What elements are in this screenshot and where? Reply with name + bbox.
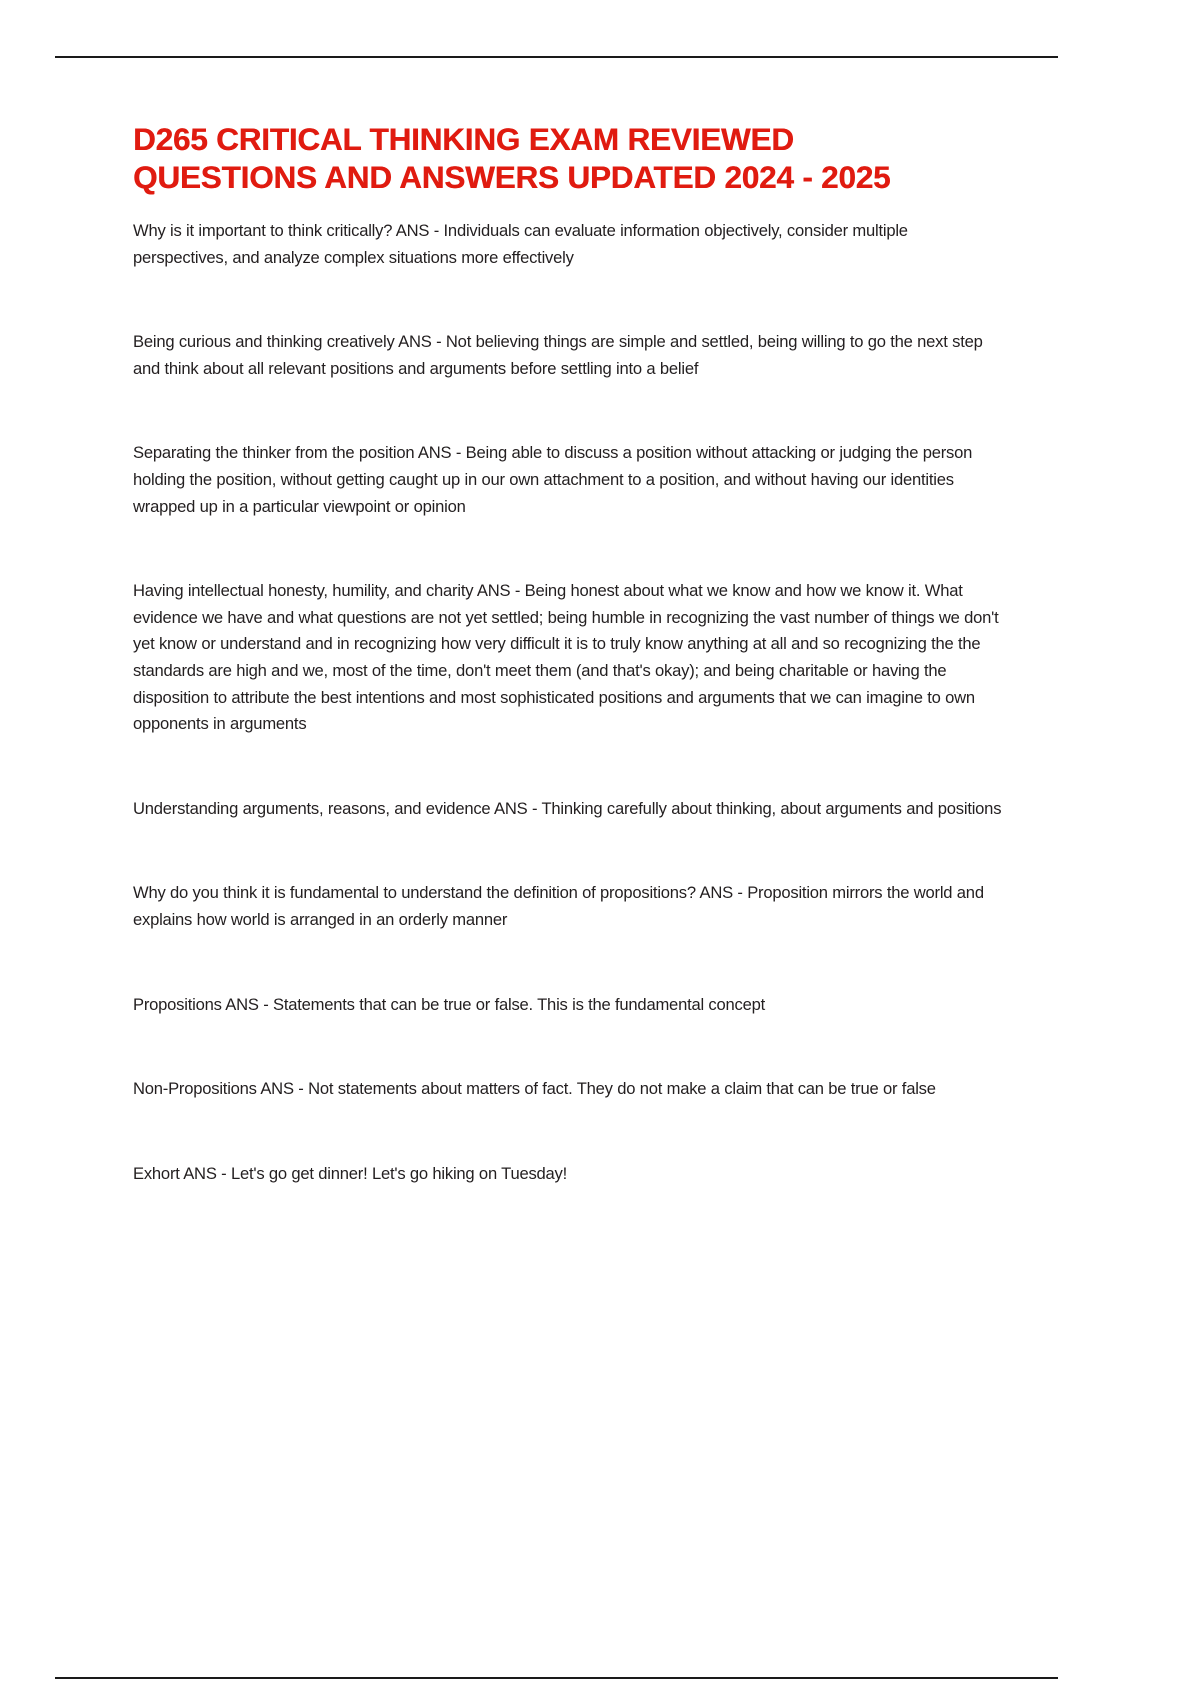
qa-text: Exhort ANS - Let's go get dinner! Let's go hiking on Tuesday! [133,1163,568,1183]
document-title-line-2: QUESTIONS AND ANSWERS UPDATED 2024 - 2025 [133,159,891,195]
qa-item [133,1076,1005,1103]
qa-list [133,218,1005,1187]
qa-item [133,796,1005,823]
qa-item [133,992,1005,1019]
document-title-line-1: D265 CRITICAL THINKING EXAM REVIEWED [133,121,794,157]
qa-item [133,329,1005,382]
qa-item [133,880,1005,933]
qa-text: Being curious and thinking creatively ANS - Not believing things are simple and settled, being willing to go the next step and think about all relevant positions and arguments before settling into a belief [133,332,983,378]
qa-item [133,218,1005,271]
qa-item [133,440,1005,520]
qa-item [133,578,1005,738]
qa-text: Non-Propositions ANS - Not statements about matters of fact. They do not make a claim that can be true or false [133,1079,936,1099]
page-top-rule [55,56,1058,58]
qa-text: Separating the thinker from the position ANS - Being able to discuss a position without attacking or judging the person holding the position, without getting caught up in our own attachment to a position, and without having our identities wrapped up in a particular viewpoint or opinion [133,443,973,516]
page-bottom-rule [55,1677,1058,1679]
qa-item [133,1161,1005,1188]
qa-text: Understanding arguments, reasons, and evidence ANS - Thinking carefully about thinking, about arguments and positions [133,798,1002,818]
qa-text: Why is it important to think critically? ANS - Individuals can evaluate information objectively, consider multiple perspectives, and analyze complex situations more effectively [133,221,908,267]
qa-text: Having intellectual honesty, humility, and charity ANS - Being honest about what we know and how we know it. What evidence we have and what questions are not yet settled; being humble in recognizing the vast number of things we don't yet know or understand and in recognizing how very difficult it is to truly know anything at all and so recognizing the the standards are high and we, most of the time, don't meet them (and that's okay); and being charitable or having the disposition to attribute the best intentions and most sophisticated positions and arguments that we can imagine to own opponents in arguments [133,581,999,734]
document-content [133,120,1005,1187]
document-title [133,120,973,196]
qa-text: Why do you think it is fundamental to understand the definition of propositions? ANS - Proposition mirrors the world and explains how world is arranged in an orderly manner [133,883,984,929]
qa-text: Propositions ANS - Statements that can be true or false. This is the fundamental concept [133,994,766,1014]
